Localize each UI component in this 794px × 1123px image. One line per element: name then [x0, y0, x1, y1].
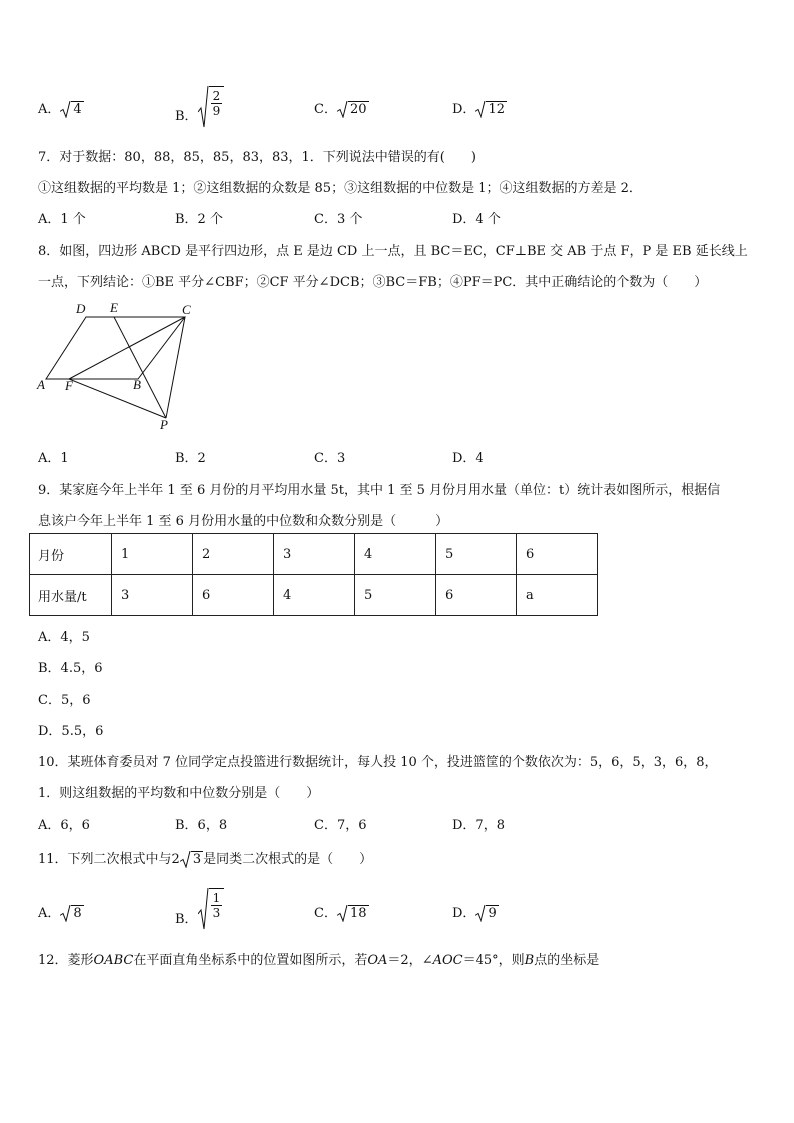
- label-f: F: [65, 378, 73, 393]
- math-symbol: OABC: [93, 953, 134, 968]
- q10-option-d: D．7，8: [452, 818, 505, 833]
- q7-stem: 7．对于数据：80，88，85，85，83，83，1．下列说法中错误的有( ): [38, 150, 476, 165]
- q11-option-b: [175, 888, 224, 930]
- math-symbol: OA: [367, 953, 388, 968]
- q7-option-a: A．1 个: [38, 212, 86, 227]
- q9-option-a: A．4，5: [38, 630, 90, 645]
- label-c: C: [182, 302, 191, 317]
- denominator: 3: [212, 906, 221, 920]
- stem-text: 12．菱形: [38, 953, 94, 968]
- table-cell: 6: [517, 534, 598, 575]
- q10-option-c: C．7，6: [314, 818, 367, 833]
- segment-cp: [166, 317, 185, 418]
- q6-option-b: [175, 86, 224, 128]
- stem-text: 11．下列二次根式中与: [38, 852, 172, 867]
- q9-option-b: B．4.5，6: [38, 661, 103, 676]
- q7-option-d: D．4 个: [452, 212, 501, 227]
- label-p: P: [160, 417, 168, 432]
- water-usage-table: [29, 533, 598, 616]
- q7-option-b: B．2 个: [175, 212, 223, 227]
- sqrt-expression: [180, 851, 203, 868]
- option-label: C．: [314, 102, 337, 117]
- fraction: [211, 89, 223, 118]
- radicand: 18: [349, 906, 367, 921]
- option-label: B．: [175, 912, 198, 927]
- stem-text: 在平面直角坐标系中的位置如图所示，若: [133, 953, 368, 968]
- q11-option-d: [452, 902, 499, 922]
- q8-option-a: A．1: [38, 451, 69, 466]
- table-cell: 5: [355, 575, 436, 616]
- option-label: D．: [452, 102, 476, 117]
- math-symbol: B: [524, 953, 535, 968]
- option-label: B．: [175, 109, 198, 124]
- q10-option-b: B．6，8: [175, 818, 228, 833]
- q9-stem-line1: 9．某家庭今年上半年 1 至 6 月份的月平均用水量 5t，其中 1 至 5 月份月用水量（单位：t）统计表如图所示，根据信: [38, 483, 721, 498]
- segment-cf: [69, 317, 185, 379]
- q6-option-a: [38, 98, 84, 118]
- table-cell: a: [517, 575, 598, 616]
- q9-option-d: D．5.5，6: [38, 724, 104, 739]
- q8-option-b: B．2: [175, 451, 206, 466]
- q7-statements: ①这组数据的平均数是 1；②这组数据的众数是 85；③这组数据的中位数是 1；④这组数据的方差是 2．: [38, 181, 642, 196]
- stem-text: ＝45°，则: [462, 953, 525, 968]
- label-e: E: [110, 300, 118, 315]
- table-cell: 6: [436, 575, 517, 616]
- q6-option-c: [314, 98, 369, 118]
- radicand: 9: [488, 906, 497, 921]
- numerator: 1: [212, 891, 221, 905]
- table-cell: 6: [193, 575, 274, 616]
- q11-option-a: [38, 902, 84, 922]
- radicand: 4: [73, 102, 82, 117]
- q10-stem-line2: 1．则这组数据的平均数和中位数分别是（ ）: [38, 786, 320, 801]
- table-cell: 3: [112, 575, 193, 616]
- table-cell: 3: [274, 534, 355, 575]
- parallelogram-figure: [30, 296, 210, 432]
- radicand: 20: [349, 102, 367, 117]
- option-label: C．: [314, 906, 337, 921]
- q10-stem-line1: 10．某班体育委员对 7 位同学定点投篮进行数据统计，每人投 10 个，投进篮筐的个数依次为：5，6，5，3，6，8，: [38, 755, 718, 770]
- q7-option-c: C．3 个: [314, 212, 363, 227]
- parallelogram-abcd: [46, 317, 185, 379]
- label-b: B: [133, 377, 141, 392]
- radicand: 12: [488, 102, 505, 117]
- table-row: [30, 575, 598, 616]
- segment-fp: [69, 379, 166, 418]
- table-cell: 用水量/t: [30, 575, 112, 616]
- sqrt-expression: [475, 905, 498, 922]
- math-symbol: ∠AOC: [421, 953, 463, 968]
- q11-stem: [38, 848, 372, 868]
- label-d: D: [76, 301, 86, 316]
- table-cell: 月份: [30, 534, 112, 575]
- table-cell: 2: [193, 534, 274, 575]
- stem-text: 是同类二次根式的是（ ）: [203, 852, 373, 867]
- sqrt-expression: [60, 905, 83, 922]
- table-cell: 5: [436, 534, 517, 575]
- q12-stem: [38, 949, 599, 968]
- q8-option-c: C．3: [314, 451, 346, 466]
- sqrt-fraction-expression: [198, 86, 225, 128]
- option-label: A．: [38, 102, 61, 117]
- denominator: 9: [212, 104, 221, 118]
- sqrt-expression: [475, 101, 507, 118]
- stem-text: ＝2，: [387, 953, 422, 968]
- sqrt-expression: [337, 101, 369, 118]
- q9-option-c: C．5，6: [38, 693, 91, 708]
- q11-option-c: [314, 902, 369, 922]
- sqrt-fraction-expression: [198, 888, 225, 930]
- table-cell: 4: [274, 575, 355, 616]
- table-cell: 1: [112, 534, 193, 575]
- q8-option-d: D．4: [452, 451, 484, 466]
- stem-text: 点的坐标是: [534, 953, 600, 968]
- radicand: 8: [73, 906, 82, 921]
- coefficient: 2: [171, 852, 180, 867]
- option-label: D．: [452, 906, 476, 921]
- fraction: [211, 891, 223, 920]
- radicand: 3: [192, 852, 202, 867]
- table-cell: 4: [355, 534, 436, 575]
- table-row: [30, 534, 598, 575]
- q8-stem-line1: 8．如图，四边形 ABCD 是平行四边形，点 E 是边 CD 上一点，且 BC＝EC，CF⊥BE 交 AB 于点 F，P 是 EB 延长线上: [38, 244, 748, 259]
- numerator: 2: [212, 89, 221, 103]
- q10-option-a: A．6，6: [38, 818, 90, 833]
- sqrt-expression: [337, 905, 369, 922]
- option-label: A．: [38, 906, 61, 921]
- q8-stem-line2: 一点，下列结论：①BE 平分∠CBF；②CF 平分∠DCB；③BC＝FB；④PF＝PC．其中正确结论的个数为（ ）: [38, 275, 708, 290]
- q9-stem-line2: 息该户今年上半年 1 至 6 月份用水量的中位数和众数分别是（ ）: [38, 514, 449, 529]
- sqrt-expression: [60, 101, 83, 118]
- q6-option-d: [452, 98, 507, 118]
- label-a: A: [37, 377, 45, 392]
- segment-ep: [114, 317, 166, 418]
